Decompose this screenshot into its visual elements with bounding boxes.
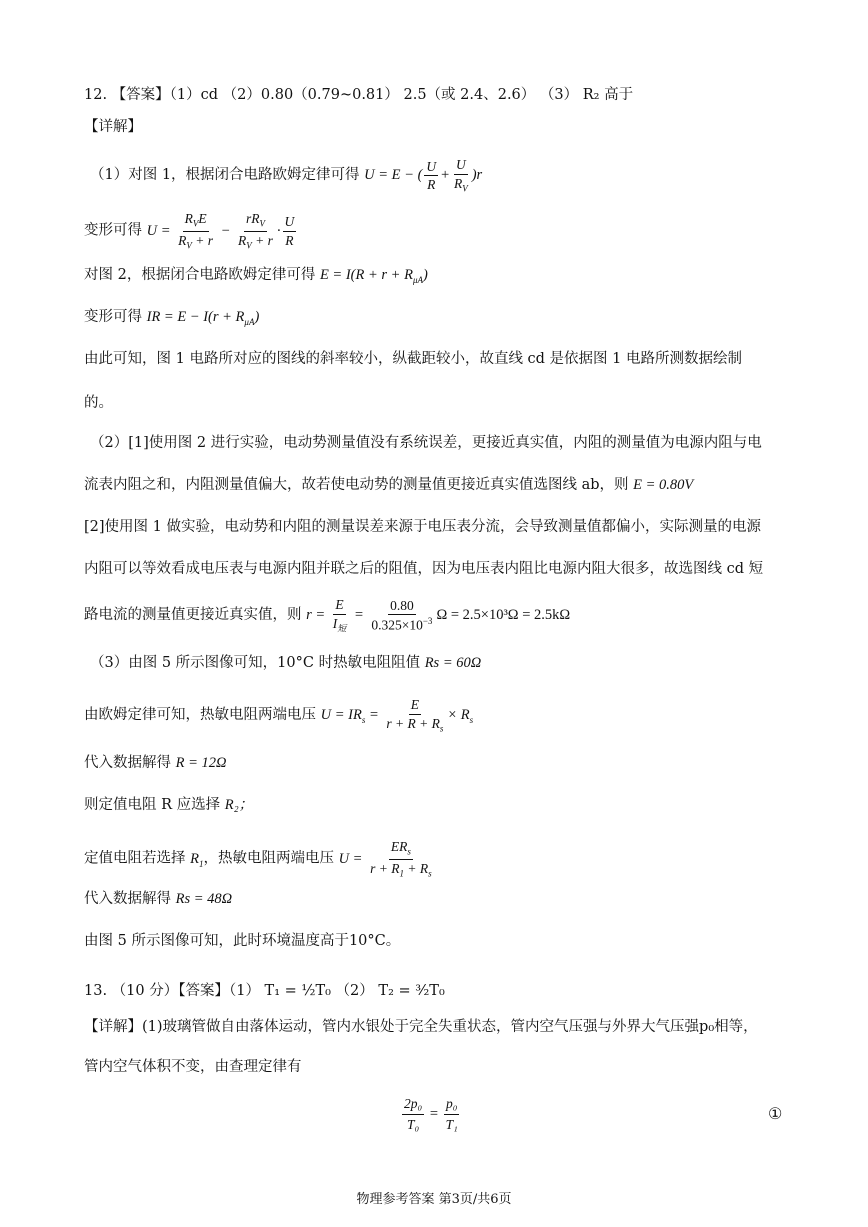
- formula-6b: E = 0.80V: [633, 477, 694, 493]
- q12-para-5b: 的。: [84, 395, 113, 411]
- q12-para-11: 则定值电阻 R 应选择 R₂；: [84, 797, 254, 813]
- q12-para-13: 代入数据解得 Rs = 48Ω: [84, 891, 233, 907]
- formula-7c: r = $\frac{E}{I_短}$ = $\frac{0.80}{0.325\times 10^{-3}}$ Ω = 2.5×10³Ω = 2.5kΩ: [306, 597, 571, 634]
- q12-para-2: 变形可得 U = $\frac{R_VE}{R_V + r}$ − $\frac{rR_V}{R_V + r}$ · $\frac{U}{R}$: [84, 212, 298, 250]
- q12-para-3: 对图 2，根据闭合电路欧姆定律可得 $E = I(R + r + R_{\mu A})$: [84, 267, 428, 285]
- formula-4: IR = $E - I(r + R_{\mu A})$: [146, 309, 260, 327]
- q13-equation-1: $\frac{\text{2p₀}}{\text{T₀}}$ = $\frac{\text{p₀}}{\text{T₁}}$: [404, 1096, 458, 1132]
- q13-para-1: 【详解】(1)玻璃管做自由落体运动，管内水银处于完全失重状态，管内空气压强与外界大气压强p₀相等，: [84, 1019, 758, 1035]
- q12-para-14: 由图 5 所示图像可知，此时环境温度高于10°C。: [84, 933, 401, 949]
- formula-12: U = $\frac{ER_s}{r + R_1 + R_s}$: [338, 839, 432, 879]
- q13-answer-header: 13. （10 分）【答案】（1） T₁ = ½T₀ （2） T₂ = ³⁄₂T₀: [84, 983, 445, 999]
- equation-number-1: ①: [768, 1104, 783, 1123]
- q12-para-12: 定值电阻若选择 $R_1$，热敏电阻两端电压 U = $\frac{ER_s}{r + R_1 + R_s}$: [84, 840, 436, 878]
- q12-detail-label: 【详解】: [84, 119, 142, 135]
- q13-para-2: 管内空气体积不变，由查理定律有: [84, 1059, 302, 1075]
- q12-para-6a: （2）[1]使用图 2 进行实验，电动势测量值没有系统误差，更接近真实值，内阻的测量值为电源内阻与电: [90, 435, 762, 451]
- q12-para-10: 代入数据解得 R = 12Ω: [84, 755, 227, 771]
- q12-para-4: 变形可得 IR = $E - I(r + R_{\mu A})$: [84, 309, 260, 327]
- q12-answer-header: 12. 【答案】（1）cd （2）0.80（0.79~0.81） 2.5（或 2.4、2.6） （3） R₂ 高于: [84, 87, 634, 103]
- formula-8: Rs = 60Ω: [424, 655, 482, 671]
- q12-para-7c: 路电流的测量值更接近真实值，则 r = $\frac{E}{I_短}$ = $\frac{0.80}{0.325\times 10^{-3}}$ Ω = 2.5×10³Ω = 2.5kΩ: [84, 597, 571, 634]
- q12-para-9: 由欧姆定律可知，热敏电阻两端电压 $U = IR_s$ = $\frac{E}{r + R + R_s}$ × $R_s$: [84, 697, 474, 734]
- formula-3: $E = I(R + r + R_{\mu A})$: [319, 267, 428, 285]
- q12-para-8: （3）由图 5 所示图像可知，10°C 时热敏电阻阻值 Rs = 60Ω: [90, 655, 482, 671]
- q12-para-7b: 内阻可以等效看成电压表与电源内阻并联之后的阻值，因为电压表内阻比电源内阻大很多，故选图线 cd 短: [84, 561, 764, 577]
- formula-2: U = $\frac{R_VE}{R_V + r}$ − $\frac{rR_V}{R_V + r}$ · $\frac{U}{R}$: [146, 211, 295, 251]
- formula-9: $U = IR_s$ = $\frac{E}{r + R + R_s}$ × $R_s$: [320, 697, 474, 734]
- q12-para-7a: [2]使用图 1 做实验，电动势和内阻的测量误差来源于电压表分流，会导致测量值都偏小，实际测量的电源: [84, 519, 761, 535]
- q12-para-5a: 由此可知，图 1 电路所对应的图线的斜率较小，纵截距较小，故直线 cd 是依据图 1 电路所测数据绘制: [84, 351, 743, 367]
- page-footer: 物理参考答案 第3页/共6页: [356, 1192, 512, 1207]
- formula-1: U = E − ( $\frac{U}{R}$ + $\frac{U}{R_V}$ )r: [364, 157, 483, 194]
- q12-para-6b: 流表内阻之和，内阻测量值偏大，故若使电动势的测量值更接近真实值选图线 ab，则 E = 0.80V: [84, 477, 694, 493]
- formula-13: Rs = 48Ω: [175, 891, 233, 907]
- formula-11: R₂；: [224, 797, 254, 813]
- formula-10: R = 12Ω: [175, 755, 227, 771]
- q12-para-1: （1）对图 1，根据闭合电路欧姆定律可得 U = E − ( $\frac{U}{R}$ + $\frac{U}{R_V}$ )r: [90, 157, 483, 194]
